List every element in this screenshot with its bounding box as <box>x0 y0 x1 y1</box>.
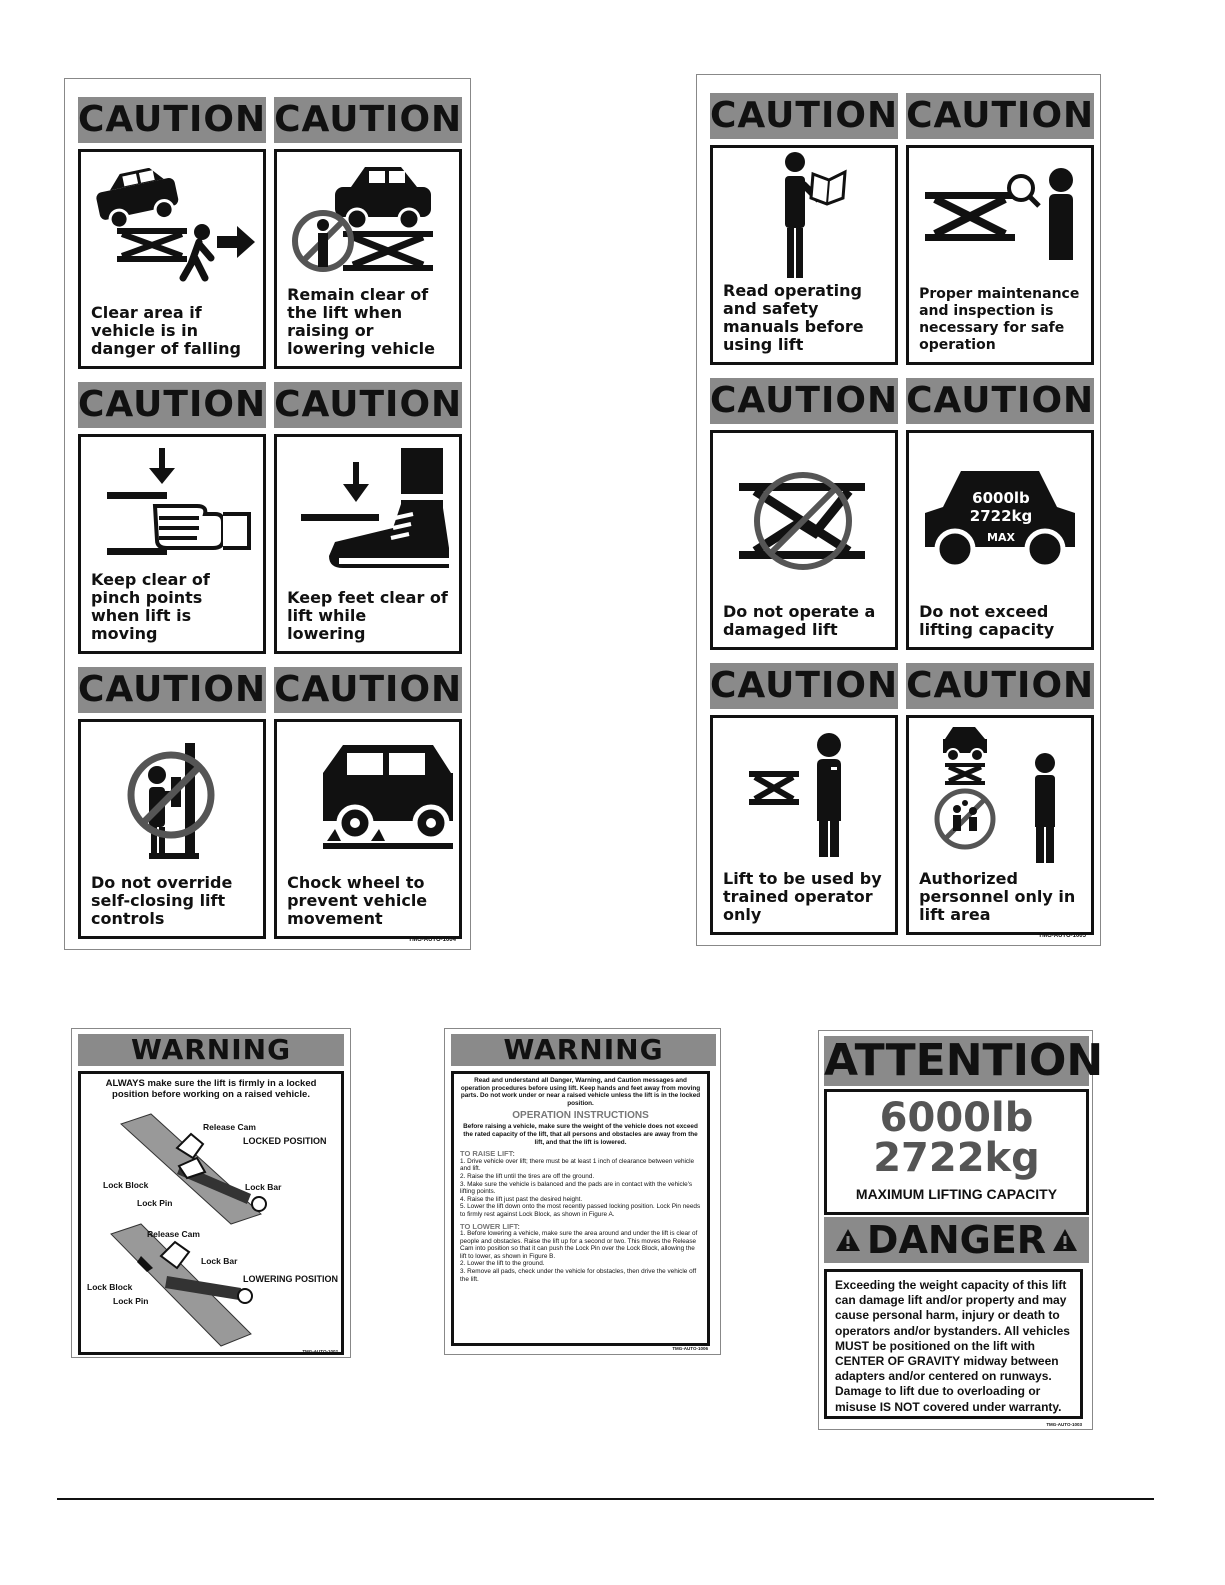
caution-caption: Do not override self-closing lift controls <box>91 873 233 928</box>
caution-caption: Do not operate a damaged lift <box>723 602 876 639</box>
raise-step: 5. Lower the lift down onto the most recently passed locking position. Lock Pin needs to firmly rest against Lock Block, as shown in Figure A. <box>460 1203 701 1218</box>
caution-caption: Clear area if vehicle is in danger of falling <box>91 303 241 358</box>
caution-caption: Read operating and safety manuals before using lift <box>723 281 864 354</box>
caution-header: CAUTION <box>710 663 898 709</box>
lowering-release-cam-label: Release Cam <box>147 1229 200 1239</box>
inspection-icon <box>909 148 1091 286</box>
danger-header <box>824 1217 1089 1263</box>
caution-header: CAUTION <box>906 93 1094 139</box>
caution-header: CAUTION <box>274 667 462 713</box>
caution-header: CAUTION <box>78 382 266 428</box>
warning-header: WARNING <box>78 1034 344 1066</box>
remain-clear-icon <box>277 152 459 286</box>
danger-title: DANGER <box>866 1218 1047 1262</box>
read-manual-icon <box>713 148 895 282</box>
wheel-chock-icon <box>277 722 459 874</box>
warning-lock-label <box>71 1028 351 1358</box>
lowering-lock-pin-label: Lock Pin <box>113 1296 149 1306</box>
lower-step: 3. Remove all pads, check under the vehicle for obstacles, then drive the vehicle off the lift. <box>460 1268 697 1283</box>
pinch-point-hand-icon <box>81 437 263 571</box>
capacity-danger-label <box>818 1030 1104 1430</box>
caution-label <box>274 382 462 654</box>
footer-rule <box>57 1498 1154 1500</box>
capacity-max-text: MAX <box>987 531 1016 544</box>
caution-label <box>906 93 1094 365</box>
raise-title: TO RAISE LIFT: <box>460 1149 515 1159</box>
warning-triangle-icon <box>835 1228 861 1252</box>
lower-title: TO LOWER LIFT: <box>460 1221 520 1231</box>
before-raising-text: Before raising a vehicle, make sure the weight of the vehicle does not exceed the rated capacity of the lift, that all persons and obstacles are away from the lift, and that the lift is lowered. <box>463 1123 698 1146</box>
boot-crush-icon <box>277 437 459 589</box>
caution-header: CAUTION <box>710 93 898 139</box>
locked-lock-block-label: Lock Block <box>103 1180 149 1190</box>
no-override-controls-icon <box>81 722 263 874</box>
locked-position-title: LOCKED POSITION <box>243 1136 327 1146</box>
raise-step: 1. Drive vehicle over lift; there must be at least 1 inch of clearance between vehicle and lift. <box>460 1157 695 1173</box>
part-code: TMG-AUTO-1006 <box>672 1346 708 1351</box>
caution-sheet-1 <box>64 78 471 950</box>
caution-header: CAUTION <box>78 667 266 713</box>
part-code: TMG-AUTO-1005 <box>1038 933 1086 939</box>
caution-label <box>78 382 266 654</box>
vehicle-falling-icon <box>81 152 263 304</box>
warning-triangle-icon <box>1052 1228 1078 1252</box>
lower-step: 2. Lower the lift to the ground. <box>460 1260 545 1268</box>
raise-step: 3. Make sure the vehicle is balanced and the pads are in contact with the vehicle's lifting points. <box>460 1180 693 1196</box>
capacity-kg: 2722kg <box>873 1135 1040 1181</box>
caution-label <box>906 378 1094 650</box>
trained-operator-icon <box>713 718 895 870</box>
caution-header: CAUTION <box>710 378 898 424</box>
lowering-position-title: LOWERING POSITION <box>243 1274 339 1284</box>
caution-label <box>710 378 898 650</box>
capacity-subtitle: MAXIMUM LIFTING CAPACITY <box>855 1186 1058 1202</box>
damaged-lift-icon <box>713 433 895 603</box>
caution-caption: Proper maintenance and inspection is necessary for safe operation <box>919 286 1080 353</box>
warning-intro: ALWAYS make sure the lift is firmly in a locked position before working on a raised vehicle. <box>105 1078 317 1100</box>
capacity-car-icon <box>909 433 1091 603</box>
caution-label <box>710 663 898 935</box>
caution-header: CAUTION <box>906 378 1094 424</box>
lowering-lock-bar-label: Lock Bar <box>201 1256 238 1266</box>
caution-label <box>78 97 266 369</box>
caution-label <box>78 667 266 939</box>
caution-header: CAUTION <box>906 663 1094 709</box>
caution-sheet-2 <box>696 74 1101 946</box>
locked-lock-bar-label: Lock Bar <box>245 1182 282 1192</box>
capacity-lb-text: 6000lb <box>972 489 1030 507</box>
warning-header: WARNING <box>451 1034 716 1066</box>
caution-label <box>710 93 898 365</box>
part-code: TMG-AUTO-1003 <box>1046 1422 1082 1427</box>
lowering-lock-block-label: Lock Block <box>87 1282 133 1292</box>
caution-caption: Do not exceed lifting capacity <box>919 602 1055 639</box>
caution-label <box>274 667 462 939</box>
caution-label <box>906 663 1094 935</box>
capacity-lb: 6000lb <box>879 1095 1034 1141</box>
attention-header: ATTENTION <box>824 1035 1104 1086</box>
caution-header: CAUTION <box>274 97 462 143</box>
authorized-personnel-icon <box>909 718 1091 870</box>
caution-header: CAUTION <box>78 97 266 143</box>
caution-header: CAUTION <box>274 382 462 428</box>
caution-caption: Authorized personnel only in lift area <box>919 869 1076 924</box>
raise-step: 4. Raise the lift just past the desired height. <box>460 1195 583 1203</box>
locked-lock-pin-label: Lock Pin <box>137 1198 173 1208</box>
part-code: TMG-AUTO-1002 <box>302 1349 338 1354</box>
caution-caption: Remain clear of the lift when raising or lowering vehicle <box>287 285 435 358</box>
caution-caption: Keep feet clear of lift while lowering <box>287 588 448 643</box>
locked-release-cam-label: Release Cam <box>203 1122 256 1132</box>
capacity-kg-text: 2722kg <box>969 507 1033 525</box>
caution-label <box>274 97 462 369</box>
part-code: TMG-AUTO-1004 <box>408 937 456 943</box>
caution-caption: Keep clear of pinch points when lift is moving <box>91 570 210 643</box>
caution-caption: Lift to be used by trained operator only <box>723 869 882 924</box>
warning-intro: Read and understand all Danger, Warning, and Caution messages and operation procedures before using lift. Keep hands and feet away from moving parts. Do not work under or near a raised vehicle unless the lift is in the locked position. <box>460 1077 701 1107</box>
raise-step: 2. Raise the lift until the tires are off the ground. <box>460 1172 595 1180</box>
lower-step: 1. Before lowering a vehicle, make sure the area around and under the lift is clear of people and obstacles. Raise the lift up for a second or two. This moves the Release Cam into position so that it can push the Lock Pin over the Lock Block, allowing the lift to lower, as shown in Figure B. <box>460 1230 698 1260</box>
warning-operation-label <box>444 1028 721 1355</box>
danger-text: Exceeding the weight capacity of this lift can damage lift and/or property and may cause personal harm, injury or death to operators and/or bystanders. All vehicles MUST be positioned on the lift with CENTER OF GRAVITY midway between adapters and/or centered on runways. Damage to lift due to overloading or misuse IS NOT covered under warranty. <box>824 1269 1083 1419</box>
instructions-title: OPERATION INSTRUCTIONS <box>512 1110 649 1122</box>
caution-caption: Chock wheel to prevent vehicle movement <box>287 873 428 928</box>
